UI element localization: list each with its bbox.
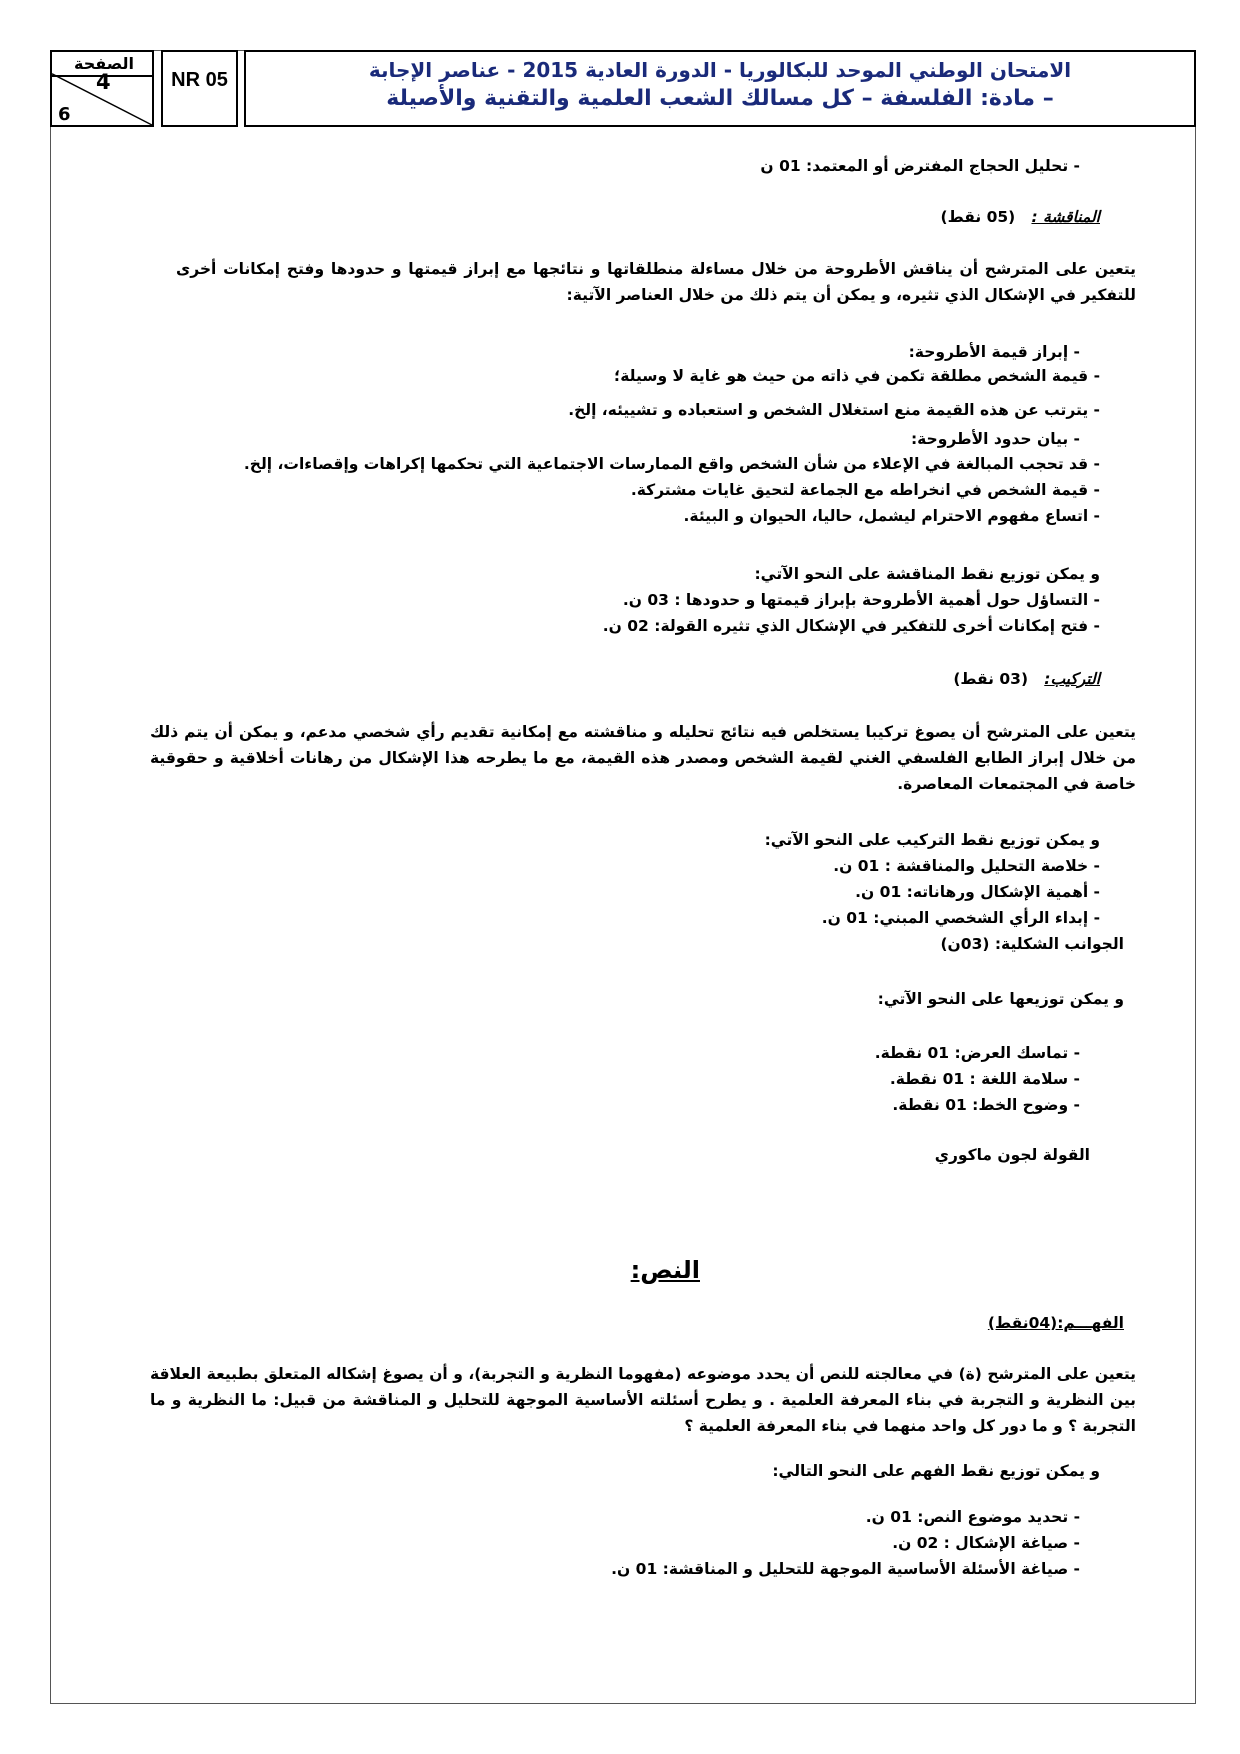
comprehension-heading: الفهـــم:(04نقط) [987, 1314, 1124, 1332]
discussion-title: المناقشة : [1031, 208, 1100, 226]
comprehension-paragraph: يتعين على المترشح (ة) في معالجته للنص أن يحدد موضوعه (مفهوما النظرية و التجربة)، و أن يصوغ إشكاله المتعلق بطبيعة العلاقة بين النظرية و التجربة في بناء المعرفة العلمية . و يطرح أسئلته الأساسية الموجهة للتحليل و المناقشة من قبيل: ما النظرية و ما التجربة ؟ و ما دور كل واحد منهما في بناء المعرفة العلمية ؟ [150, 1365, 1136, 1435]
list-item: - وضوح الخط: 01 نقطة. [892, 1096, 1080, 1114]
line-argument-analysis: - تحليل الحجاج المفترض أو المعتمد: 01 ن [760, 157, 1080, 175]
list-item: - يترتب عن هذه القيمة منع استغلال الشخص و استعباده و تشييئه، إلخ. [568, 401, 1100, 419]
list-item: - إبداء الرأي الشخصي المبني: 01 ن. [821, 909, 1100, 927]
list-item: - تحديد موضوع النص: 01 ن. [865, 1508, 1080, 1526]
formal-distribution-intro: و يمكن توزيعها على النحو الآتي: [877, 990, 1124, 1008]
synthesis-title: التركيب: [1044, 670, 1100, 688]
exam-title-line1: الامتحان الوطني الموحد للبكالوريا - الدورة العادية 2015 - عناصر الإجابة [368, 58, 1072, 82]
list-item: - بيان حدود الأطروحة: [910, 430, 1080, 448]
list-item: - خلاصة التحليل والمناقشة : 01 ن. [833, 857, 1100, 875]
list-item: - إبراز قيمة الأطروحة: [908, 343, 1080, 361]
comprehension-distribution-intro: و يمكن توزيع نقط الفهم على النحو التالي: [772, 1462, 1100, 1480]
list-item: - سلامة اللغة : 01 نقطة. [889, 1070, 1080, 1088]
list-item: - قيمة الشخص في انخراطه مع الجماعة لتحيق غايات مشتركة. [630, 481, 1100, 499]
synthesis-paragraph: يتعين على المترشح أن يصوغ تركيبا يستخلص فيه نتائج تحليله و مناقشته مع إمكانية تقديم رأي شخصي مدعم، و يمكن أن يتم ذلك من خلال إبراز الطابع الفلسفي الغني لقيمة الشخص ومصدر هذه القيمة، مع ما يطرحه هذا الإشكال من رهانات أخلاقية و حقوقية خاصة في المجتمعات المعاصرة. [150, 723, 1136, 793]
synthesis-heading [953, 670, 1100, 688]
exam-title-line2: – مادة: الفلسفة – كل مسالك الشعب العلمية والتقنية والأصيلة [386, 86, 1054, 111]
quote-attribution: القولة لجون ماكوري [934, 1146, 1090, 1164]
page-current: 4 [96, 70, 111, 94]
text-section-title: النص: [630, 1256, 700, 1284]
page-total: 6 [58, 104, 71, 125]
synthesis-points: (03 نقط) [953, 670, 1029, 688]
discussion-paragraph: يتعين على المترشح أن يناقش الأطروحة من خلال مساءلة منطلقاتها و نتائجها مع إبراز قيمتها و حدودها وفتح إمكانات أخرى للتفكير في الإشكال الذي تثيره، و يمكن أن يتم ذلك من خلال العناصر الآتية: [176, 260, 1136, 304]
list-item: - قد تحجب المبالغة في الإعلاء من شأن الشخص واقع الممارسات الاجتماعية التي تحكمها إكراهات وإقصاءات، إلخ. [243, 455, 1100, 473]
list-item: - التساؤل حول أهمية الأطروحة بإبراز قيمتها و حدودها : 03 ن. [622, 591, 1100, 609]
page-number-box [50, 50, 154, 127]
discussion-heading [941, 208, 1100, 226]
discussion-distribution-intro: و يمكن توزيع نقط المناقشة على النحو الآتي: [754, 565, 1100, 583]
list-item: - قيمة الشخص مطلقة تكمن في ذاته من حيث هو غاية لا وسيلة؛ [614, 367, 1100, 385]
exam-title-box [244, 50, 1196, 127]
discussion-points: (05 نقط) [940, 208, 1016, 226]
list-item: - اتساع مفهوم الاحترام ليشمل، حاليا، الحيوان و البيئة. [683, 507, 1100, 525]
list-item: - أهمية الإشكال ورهاناته: 01 ن. [855, 883, 1100, 901]
list-item: - صياغة الإشكال : 02 ن. [892, 1534, 1080, 1552]
list-item: - صياغة الأسئلة الأساسية الموجهة للتحليل و المناقشة: 01 ن. [611, 1560, 1080, 1578]
formal-aspects-heading: الجوانب الشكلية: (03ن) [940, 935, 1124, 953]
list-item: - فتح إمكانات أخرى للتفكير في الإشكال الذي تثيره القولة: 02 ن. [602, 617, 1100, 635]
list-item: - تماسك العرض: 01 نقطة. [874, 1044, 1080, 1062]
page-label: الصفحة [73, 54, 134, 73]
exam-code: NR 05 [161, 50, 238, 127]
synthesis-distribution-intro: و يمكن توزيع نقط التركيب على النحو الآتي: [764, 831, 1100, 849]
